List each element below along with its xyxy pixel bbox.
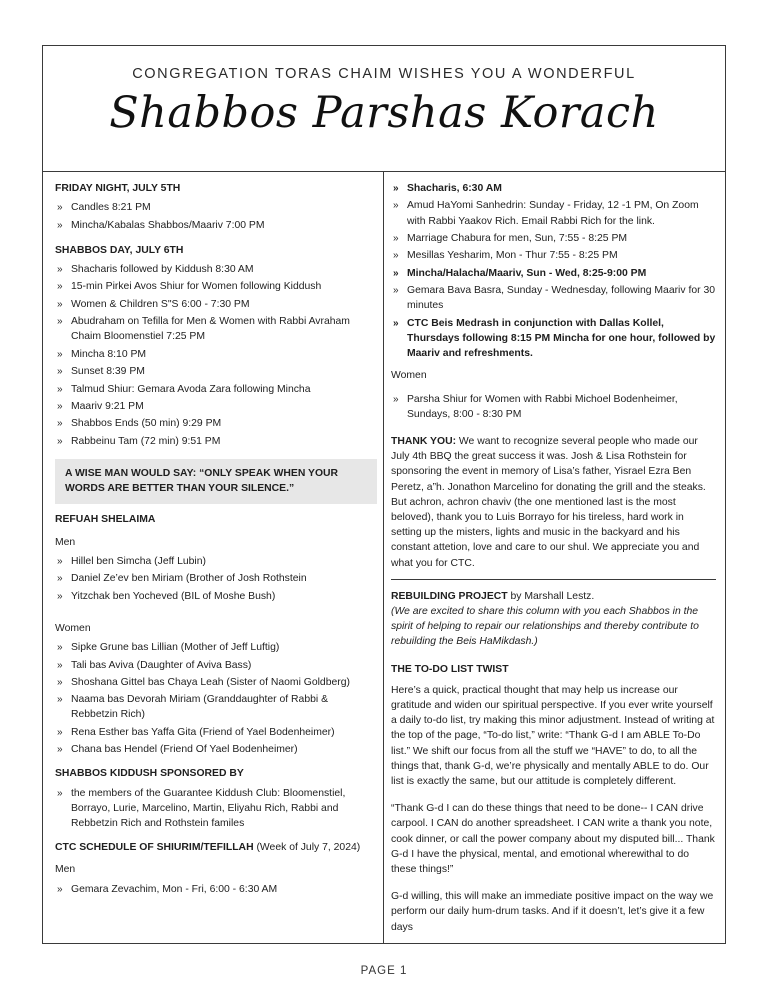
refuah-men-list [55, 554, 377, 604]
refuah-women-label: Women [55, 622, 91, 634]
schedule-heading-text: CTC SCHEDULE OF SHIURIM/TEFILLAH [55, 842, 254, 854]
list-item: » Hillel ben Simcha (Jeff Lubin) [55, 554, 377, 569]
refuah-heading: REFUAH SHELAIMA [55, 514, 156, 526]
list-item: » Mincha 8:10 PM [55, 347, 377, 362]
page-title: Shabbos Parshas Korach [109, 88, 659, 138]
list-item: » Sipke Grune bas Lillian (Mother of Jeff Luftig) [55, 640, 377, 655]
list-item: » Mesillas Yesharim, Mon - Thur 7:55 - 8:25 PM [391, 248, 716, 263]
left-column [55, 174, 377, 899]
schedule-heading-note: (Week of July 7, 2024) [256, 842, 361, 854]
list-item: » 15-min Pirkei Avos Shiur for Women following Kiddush [55, 279, 377, 294]
right-column [391, 174, 716, 943]
schedule-list [391, 181, 716, 361]
list-item: » Maariv 9:21 PM [55, 399, 377, 414]
newsletter-frame [42, 45, 726, 944]
list-item: » Shacharis, 6:30 AM [391, 181, 716, 196]
list-item: » Tali bas Aviva (Daughter of Aviva Bass) [55, 658, 377, 673]
list-item: » Rabbeinu Tam (72 min) 9:51 PM [55, 434, 377, 449]
list-item: » Gemara Zevachim, Mon - Fri, 6:00 - 6:30 AM [55, 882, 377, 897]
thank-you-text: We want to recognize several people who made our July 4th BBQ the great success it was. Josh & Lisa Rothstein for sponsoring the event in memory of Lisa’s father, Yisrael Ezra Ben Peretz, a”h. Jonathon Marcelino for donating the grill and the steaks. But achron, achron chaviv (the one mentioned last is the most beloved), thank you to Luis Borrayo for his tireless, hard work in setting up the misters, lights and music in the backyard and his constant attetion, love and care to our shul. We appreciate you and what you for CTC. [391, 435, 706, 569]
header [43, 46, 725, 172]
schedule-women-label: Women [391, 370, 427, 382]
list-item: » Abudraham on Tefilla for Men & Women with Rabbi Avraham Chaim Bloomenstiel 7:25 PM [55, 314, 377, 344]
list-item: » Gemara Bava Basra, Sunday - Wednesday, following Maariv for 30 minutes [391, 283, 716, 313]
list-item: » Mincha/Halacha/Maariv, Sun - Wed, 8:25-9:00 PM [391, 266, 716, 281]
schedule-men-label: Men [55, 864, 76, 876]
list-item: » the members of the Guarantee Kiddush Club: Bloomenstiel, Borrayo, Lurie, Marcelino, Martin, Eliyahu Rich, Rabbi and Rebbetzin Rich and Rothstein familes [55, 786, 377, 832]
rebuilding-heading-text: REBUILDING PROJECT [391, 590, 508, 602]
friday-list [55, 200, 377, 233]
list-item: » Sunset 8:39 PM [55, 364, 377, 379]
schedule-heading [55, 840, 377, 855]
list-item: » Chana bas Hendel (Friend Of Yael Bodenheimer) [55, 742, 377, 757]
todo-paragraph-1: Here’s a quick, practical thought that may help us increase our gratitude and widen our spiritual perspective. If you ever write yourself a daily to-do list, try making this minor adjustment. Instead of writing at the top of the page, “To-do list,” write: “Thank G-d I am ABLE To-Do list.” We shift our focus from all the stuff we “HAVE” to do, to all the things that, thank G-d, we’re physically and mentally ABLE to do. Our list is exactly the same, but our attitude is completely different. [391, 684, 715, 788]
refuah-women-list [55, 640, 377, 757]
todo-paragraph-3: G-d willing, this will make an immediate positive impact on the way we perform our daily hum-drum tasks. And if it doesn’t, let’s give it a few days [391, 891, 714, 933]
list-item: » Rena Esther bas Yaffa Gita (Friend of Yael Bodenheimer) [55, 725, 377, 740]
list-item: » Parsha Shiur for Women with Rabbi Michoel Bodenheimer, Sundays, 8:00 - 8:30 PM [391, 392, 716, 422]
tagline: CONGREGATION TORAS CHAIM WISHES YOU A WONDERFUL [132, 66, 636, 82]
list-item: » Amud HaYomi Sanhedrin: Sunday - Friday, 12 -1 PM, On Zoom with Rabbi Yaakov Rich. Email Rabbi Rich for the link. [391, 198, 716, 228]
shabbos-list [55, 262, 377, 449]
list-item: » CTC Beis Medrash in conjunction with Dallas Kollel, Thursdays following 8:15 PM Mincha for one hour, followed by Maariv and refreshments. [391, 316, 716, 362]
list-item: » Women & Children S"S 6:00 - 7:30 PM [55, 297, 377, 312]
list-item: » Daniel Ze’ev ben Miriam (Brother of Josh Rothstein [55, 571, 377, 586]
todo-paragraph-2: “Thank G-d I can do these things that need to be done-- I CAN drive carpool. I CAN do another spreadsheet. I CAN write a thank you note, cook dinner, or call the power company about my disputed bill... Thank G-d I have the physical, mental, and emotional wherewithal to do these things!” [391, 803, 715, 876]
list-item: » Naama bas Devorah Miriam (Granddaughter of Rabbi & Rebbetzin Rich) [55, 692, 377, 722]
thank-you-paragraph [391, 434, 716, 571]
list-item: » Yitzchak ben Yocheved (BIL of Moshe Bush) [55, 589, 377, 604]
schedule-women-list [391, 392, 716, 422]
list-item: » Shabbos Ends (50 min) 9:29 PM [55, 416, 377, 431]
rebuilding-heading [391, 589, 716, 604]
todo-heading: THE TO-DO LIST TWIST [391, 663, 509, 675]
quote-box: A WISE MAN WOULD SAY: “ONLY SPEAK WHEN YOUR WORDS ARE BETTER THAN YOUR SILENCE.” [55, 459, 377, 504]
schedule-men-list [55, 882, 377, 897]
list-item: » Candles 8:21 PM [55, 200, 377, 215]
refuah-men-label: Men [55, 536, 76, 548]
section-divider [391, 579, 716, 580]
kiddush-heading: SHABBOS KIDDUSH SPONSORED BY [55, 768, 244, 780]
list-item: » Marriage Chabura for men, Sun, 7:55 - 8:25 PM [391, 231, 716, 246]
rebuilding-intro: (We are excited to share this column with you each Shabbos in the spirit of helping to repair our relationships and thereby contribute to rebuilding the Beis HaMikdash.) [391, 606, 699, 648]
shabbos-heading: SHABBOS DAY, JULY 6TH [55, 244, 184, 256]
list-item: » Mincha/Kabalas Shabbos/Maariv 7:00 PM [55, 218, 377, 233]
column-divider [383, 172, 384, 944]
page-number: PAGE 1 [360, 965, 408, 977]
list-item: » Shoshana Gittel bas Chaya Leah (Sister of Naomi Goldberg) [55, 675, 377, 690]
thank-you-lead: THANK YOU: [391, 435, 457, 447]
kiddush-list [55, 786, 377, 832]
list-item: » Shacharis followed by Kiddush 8:30 AM [55, 262, 377, 277]
rebuilding-byline: by Marshall Lestz. [507, 590, 595, 602]
friday-heading: FRIDAY NIGHT, JULY 5TH [55, 183, 181, 194]
list-item: » Talmud Shiur: Gemara Avoda Zara following Mincha [55, 382, 377, 397]
